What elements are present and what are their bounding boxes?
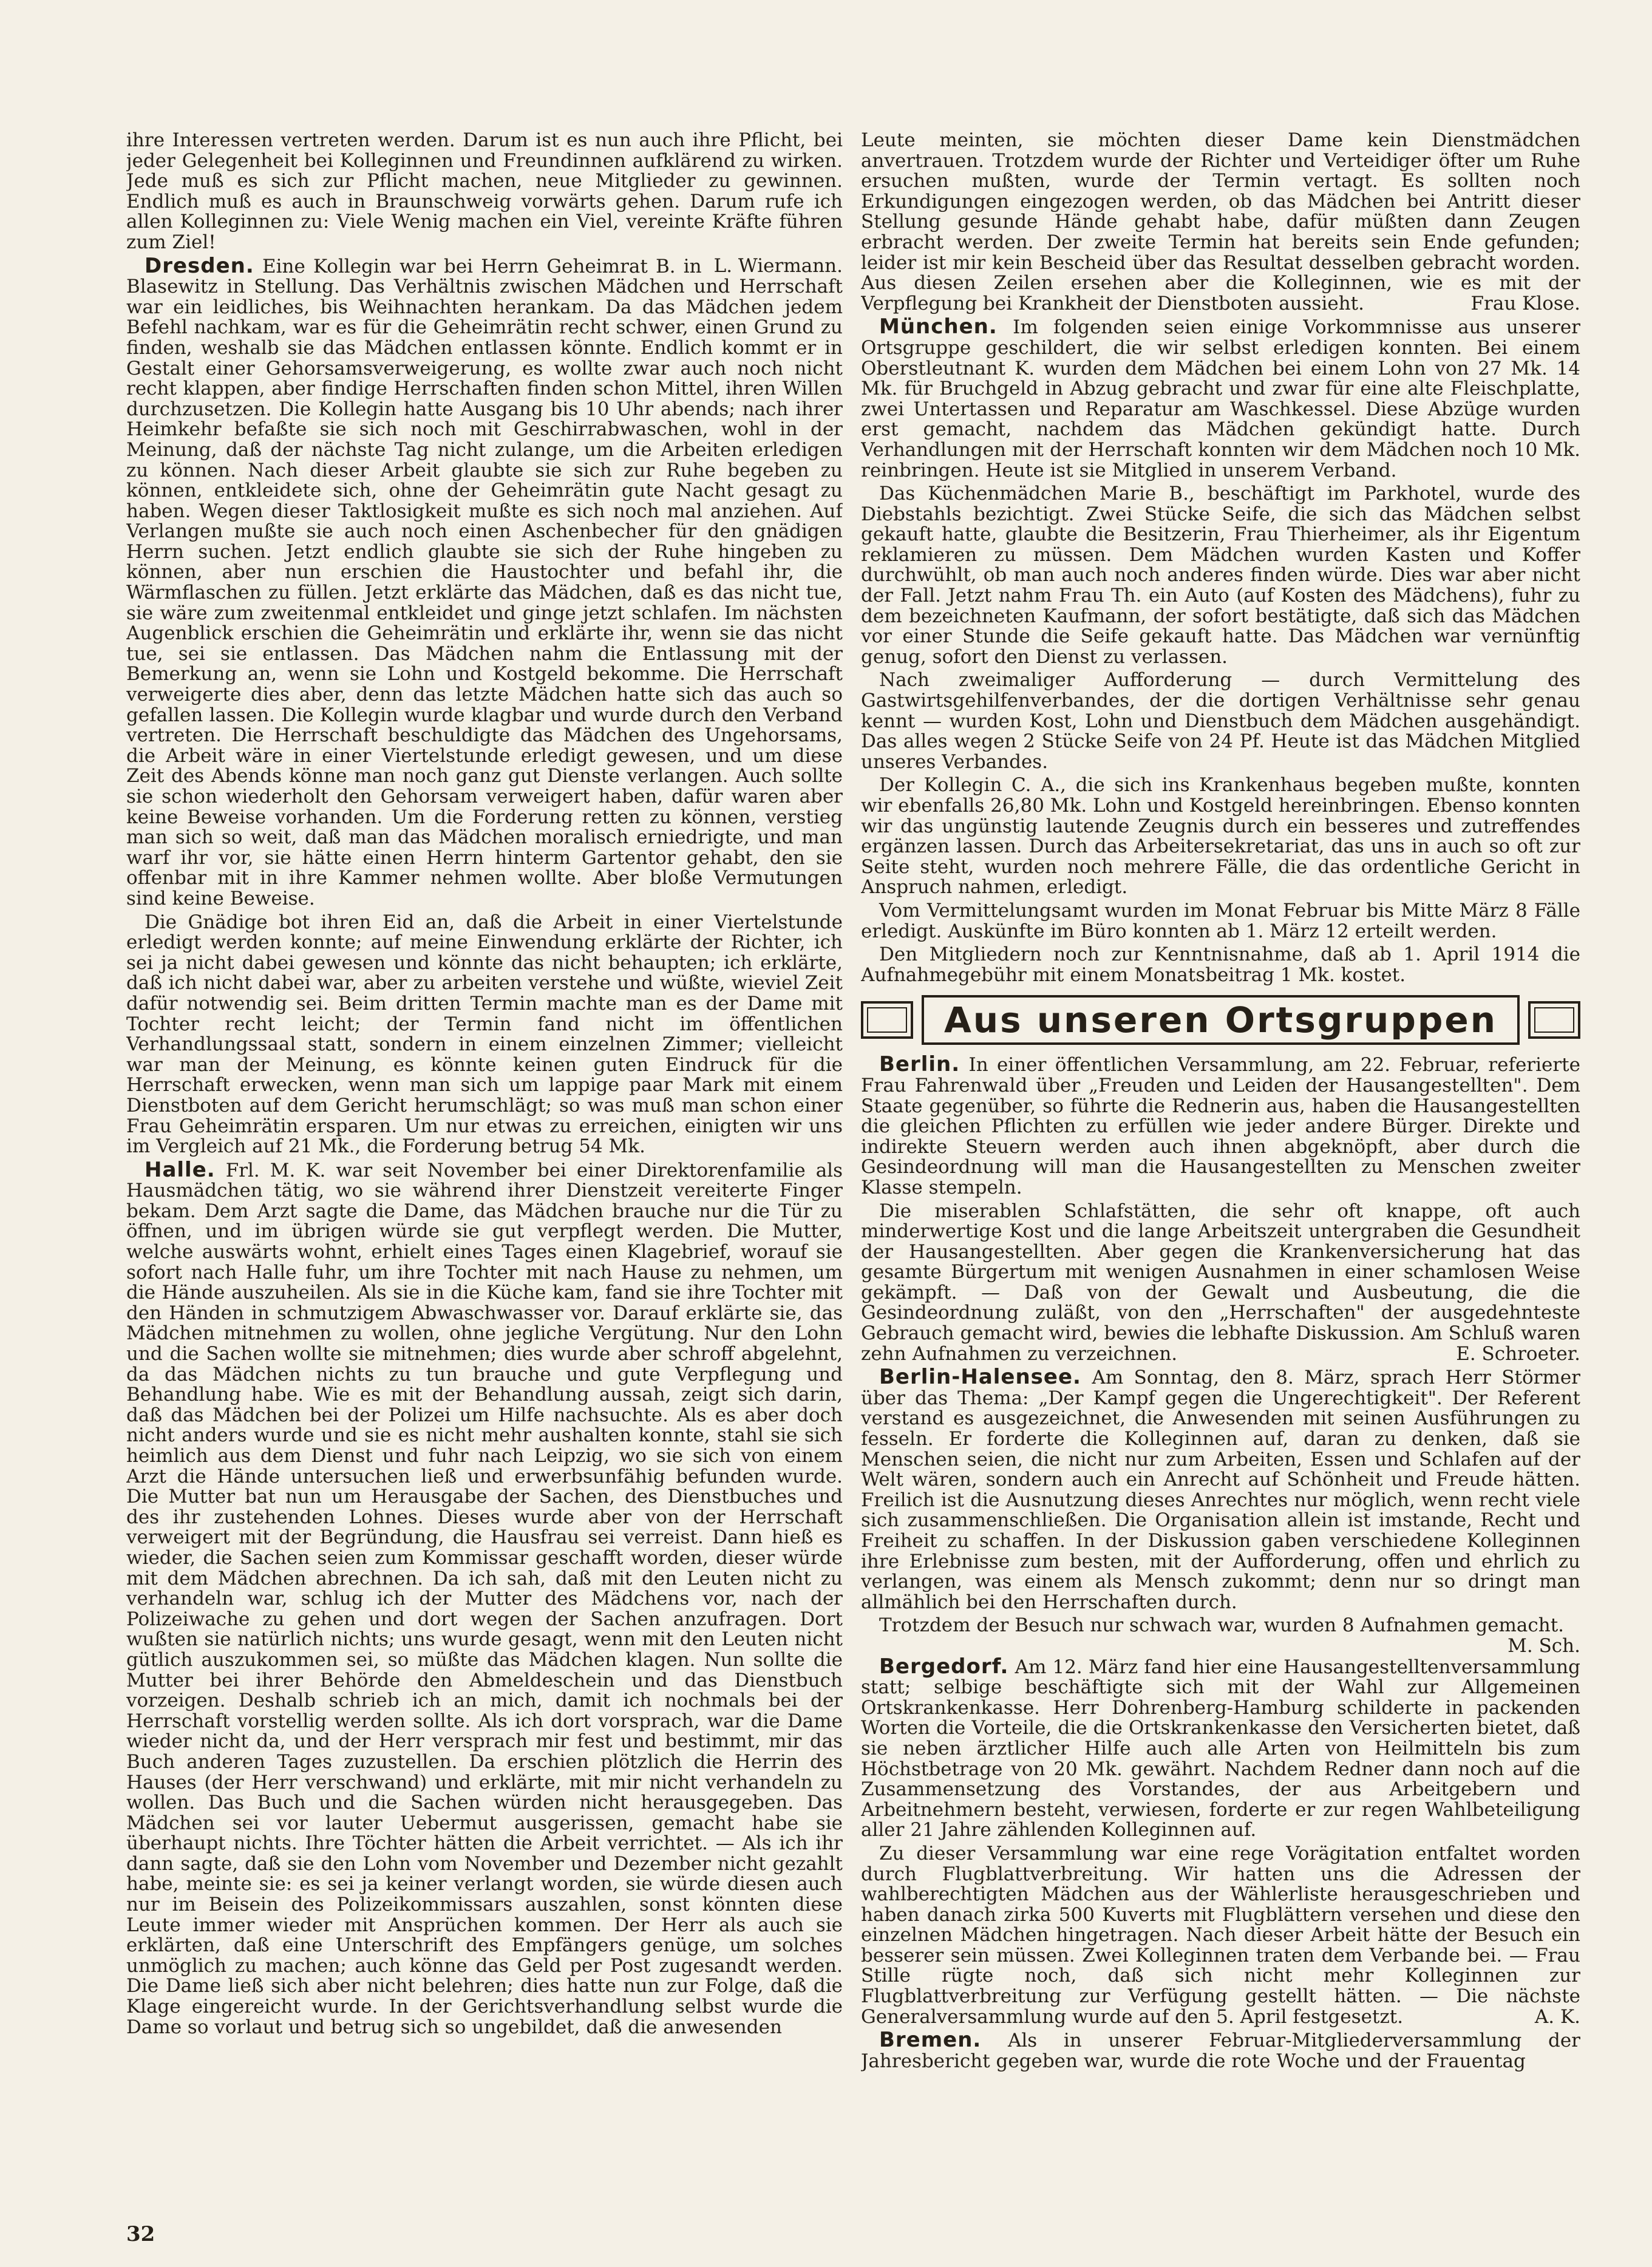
- berlin-signature: E. Schroeter.: [1456, 1342, 1580, 1365]
- bergedorf-text-2: Zu dieser Versammlung war eine rege Vorägitation entfaltet worden durch Flugblattverbreitung. Wir hatten uns die Adressen der wahlberechtigten Mädchen aus der Wählerliste herausgeschrieben und haben danach zirka 500 Kuverts mit Flugblättern versehen und diese den einzelnen Mädchen hingetragen. Nach dieser Arbeit hätte der Besuch ein besserer sein müssen. Zwei Kolleginnen traten dem Verbande bei. — Frau Stille rügte noch, daß sich nicht mehr Kolleginnen zur Flugblattverbreitung zur Verfügung gestellt hätten. — Die nächste Generalversammlung wurde auf den 5. April festgesetzt.: [861, 1842, 1580, 2028]
- bergedorf-signature: A. K.: [1534, 2005, 1580, 2028]
- halle-text-1: Frl. M. K. war seit November bei einer Direktorenfamilie als Hausmädchen tätig, wo sie während ihrer Dienstzeit vereiterte Finger bekam. Dem Arzt sagte die Dame, das Mädchen brauche nur die Tür zu öffnen, und im übrigen würde sie gut verpflegt werden. Die Mutter, welche auswärts wohnt, erhielt eines Tages einen Klagebrief, worauf sie sofort nach Halle fuhr, um ihre Tochter mit nach Hause zu nehmen, um die Hände auszuheilen. Als sie in die Küche kam, fand sie ihre Tochter mit den Händen in schmutzigem Abwaschwasser vor. Darauf erklärte sie, das Mädchen mitnehmen zu wollen, ohne jegliche Vergütung. Nur den Lohn und die Sachen wollte sie mitnehmen; dies wurde aber schroff abgelehnt, da das Mädchen nichts zu tun brauche und gute Verpflegung und Behandlung habe. Wie es mit der Behandlung aussah, zeigt sich darin, daß das Mädchen bei der Polizei um Hilfe nachsuchte. Als es aber doch nicht anders wurde und sie es nicht mehr aushalten konnte, stahl sie sich heimlich aus dem Dienst und fuhr nach Leipzig, wo sie sich von einem Arzt die Hände untersuchen ließ und erwerbsunfähig befunden wurde. Die Mutter bat nun um Herausgabe der Sachen, des Dienstbuches und des ihr zustehenden Lohnes. Dieses wurde aber von der Herrschaft verweigert mit der Begründung, die Hausfrau sei verreist. Dann hieß es wieder, die Sachen seien zum Kommissar geschafft worden, dieser würde mit dem Mädchen abrechnen. Da ich sah, daß mit den Leuten nicht zu verhandeln war, schlug ich der Mutter des Mädchens vor, nach der Polizeiwache zu gehen und dort wegen der Sachen anzufragen. Dort wußten sie natürlich nichts; uns wurde gesagt, wenn mit den Leuten nicht gütlich auszukommen sei, so müßte das Mädchen klagen. Nun sollte die Mutter bei ihrer Behörde den Abmeldeschein und das Dienstbuch vorzeigen. Deshalb schrieb ich an mich, damit ich nochmals bei der Herrschaft vorstellig werden sollte. Als ich dort vorsprach, war die Dame wieder nicht da, und der Herr versprach mir fest und bestimmt, mir das Buch anderen Tages zuzustellen. Da erschien plötzlich die Herrin des Hauses (der Herr verschwand) und erklärte, mit mir nicht verhandeln zu wollen. Das Buch und die Sachen würden nicht herausgegeben. Das Mädchen sei vor lauter Uebermut ausgerissen, gemacht habe sie überhaupt nichts. Ihre Töchter hätten die Arbeit verrichtet. — Als ich ihr dann sagte, daß sie den Lohn vom November und Dezember nicht gezahlt habe, meinte sie: es sei ja keiner verlangt worden, sie würde diesen auch nur im Beisein des Polizeikommissars auszahlen, sonst könnten diese Leute immer wieder mit Ansprüchen kommen. Der Herr als auch sie erklärten, daß eine Unterschrift des Empfängers genüge, um solches unmöglich zu machen; auch könne das Geld per Post zugesandt werden. Die Dame ließ sich aber nicht belehren; dies hatte nun zur Folge, daß die Klage eingereicht wurde. In der Gerichtsverhandlung selbst wurde die Dame so vorlaut und betrug sich so ungebildet, daß die anwesenden: [126, 1159, 843, 2038]
- halensee-signature: M. Sch.: [1508, 1634, 1580, 1657]
- muenchen-text-1: Im folgenden seien einige Vorkommnisse aus unserer Ortsgruppe geschildert, die wir selbst erledigen konnten. Bei einem Oberstleutnant K. wurden dem Mädchen bei einem Lohn von 27 Mk. 14 Mk. für Bruchgeld in Abzug gebracht und zwar für eine alte Fleischplatte, zwei Untertassen und Reparatur am Waschkessel. Diese Abzüge wurden erst gemacht, nachdem das Mädchen gekündigt hatte. Durch Verhandlungen mit der Herrschaft konnten wir dem Mädchen noch 10 Mk. reinbringen. Heute ist sie Mitglied in unserem Verband.: [861, 316, 1580, 481]
- halle-cont-text: Leute meinten, sie möchten dieser Dame kein Dienstmädchen anvertrauen. Trotzdem wurde der Richter und Verteidiger öfter um Ruhe ersuchen mußten, wurde der Termin vertagt. Es sollten noch Erkundigungen eingezogen werden, ob das Mädchen bei Antritt dieser Stellung gesunde Hände gehabt habe, dafür müßten dann Zeugen erbracht werden. Der zweite Termin hat bereits sein Ende gefunden; leider ist mir kein Bescheid über das Resultat desselben gebracht worden. Aus diesen Zeilen ersehen aber die Kolleginnen, wie es mit der Verpflegung bei Krankheit der Dienstboten aussieht.: [861, 131, 1580, 314]
- muenchen-paragraph-6: Den Mitgliedern noch zur Kenntnisnahme, daß ab 1. April 1914 die Aufnahmegebühr mit einem Monatsbeitrag 1 Mk. kostet.: [861, 943, 1580, 986]
- muenchen-paragraph-2: Das Küchenmädchen Marie B., beschäftigt im Parkhotel, wurde des Diebstahls bezichtigt. Zwei Stücke Seife, die sich das Mädchen selbst gekauft hatte, glaubte die Besitzerin, Frau Thierheimer, als ihr Eigentum reklamieren zu müssen. Dem Mädchen wurden Kasten und Koffer durchwühlt, ob man auch noch anderes finden würde. Dies war aber nicht der Fall. Jetzt nahm Frau Th. ein Auto (auf Kosten des Mädchens), fuhr zu dem bezeichneten Kaufmann, der sofort bestätigte, daß sich das Mädchen vor einer Stunde die Seife gekauft hatte. Das Mädchen war vernünftig genug, sofort den Dienst zu verlassen.: [861, 483, 1580, 668]
- dresden-heading: Dresden.: [144, 253, 254, 278]
- berlin-heading: Berlin.: [879, 1052, 960, 1077]
- banner-ornament-left: [861, 1001, 913, 1039]
- halensee-paragraph-2: [861, 1614, 1580, 1657]
- bergedorf-heading: Bergedorf.: [879, 1654, 1009, 1679]
- bergedorf-paragraph-2: [861, 1844, 1580, 2027]
- muenchen-paragraph-4: Der Kollegin C. A., die sich ins Krankenhaus begeben mußte, konnten wir ebenfalls 26,80 Mk. Lohn und Kostgeld hereinbringen. Ebenso konnten wir das ungünstig lautende Zeugnis durch ein besseres und zutreffendes ergänzen lassen. Durch das Arbeitersekretariat, das uns in auch so oft zur Seite steht, wurden noch mehrere Fälle, die das ordentliche Gericht in Anspruch nahmen, erledigt.: [861, 774, 1580, 899]
- berlin-text-2: Die miserablen Schlafstätten, die sehr oft knappe, oft auch minderwertige Kost und die lange Arbeitszeit untergraben die Gesundheit der Hausangestellten. Aber gegen die Krankenversicherung hat das gesamte Bürgertum mit wenigen Ausnahmen in einer schamlosen Weise gekämpft. — Daß von der Gewalt und Ausbeutung, die die Gesindeordnung zuläßt, von den „Herrschaften" der ausgedehnteste Gebrauch gemacht wird, bewies die lebhafte Diskussion. Am Schluß waren zehn Aufnahmen zu verzeichnen.: [861, 1200, 1580, 1365]
- halle-paragraph-1: [126, 1157, 843, 2038]
- halle-heading: Halle.: [144, 1157, 216, 1182]
- bremen-paragraph-1: [861, 2030, 1580, 2072]
- intro-paragraph: ihre Interessen vertreten werden. Darum ist es nun auch ihre Pflicht, bei jeder Gelegenheit bei Kolleginnen und Freundinnen aufklärend zu wirken. Jede muß es sich zur Pflicht machen, neue Mitglieder zu gewinnen. Endlich muß es auch in Braunschweig vorwärts gehen. Darum rufe ich allen Kolleginnen zu: Viele Wenig machen ein Viel, vereinte Kräfte führen zum Ziel!: [126, 131, 843, 253]
- bremen-heading: Bremen.: [879, 2028, 982, 2053]
- bremen-text-1: Als in unserer Februar-Mitgliederversammlung der Jahresbericht gegeben war, wurde die rote Woche und der Frauentag: [861, 2030, 1580, 2072]
- berlin-paragraph-2: [861, 1201, 1580, 1365]
- left-column: [126, 131, 843, 2222]
- intro-signature: L. Wiermann.: [713, 254, 843, 277]
- right-column: [861, 131, 1580, 2237]
- halensee-text-2: Trotzdem der Besuch nur schwach war, wurden 8 Aufnahmen gemacht.: [879, 1614, 1565, 1637]
- muenchen-paragraph-5: Vom Vermittelungsamt wurden im Monat Februar bis Mitte März 8 Fälle erledigt. Auskünfte im Büro konnten ab 1. März 12 erteilt werden.: [861, 899, 1580, 942]
- dresden-paragraph-1: [126, 253, 843, 909]
- halensee-paragraph-1: [861, 1367, 1580, 1613]
- bergedorf-paragraph-1: [861, 1654, 1580, 1841]
- berlin-paragraph-1: [861, 1052, 1580, 1198]
- bergedorf-text-1: Am 12. März fand hier eine Hausangestelltenversammlung statt; selbige beschäftigte sich mit der Wahl zur Allgemeinen Ortskrankenkasse. Herr Dohrenberg-Hamburg schilderte in packenden Worten die Vorteile, die die Ortskrankenkasse den Versicherten bietet, daß sie neben ärztlicher Hilfe auch alle Arten von Heilmitteln bis zum Höchstbetrage von 20 Mk. gewährt. Nachdem Redner dann noch auf die Zusammensetzung des Vorstandes, der aus Arbeitgebern und Arbeitnehmern besteht, verwiesen, forderte er zur regen Wahlbeteiligung aller 21 Jahre zählenden Kolleginnen auf.: [861, 1656, 1580, 1841]
- dresden-text-1: Eine Kollegin war bei Herrn Geheimrat B. in Blasewitz in Stellung. Das Verhältnis zwischen Mädchen und Herrschaft war ein leidliches, bis Weihnachten herankam. Da das Mädchen jedem Befehl nachkam, war es für die Geheimrätin recht schwer, einen Grund zu finden, weshalb sie das Mädchen entlassen könnte. Endlich kommt er in Gestalt einer Gehorsamsverweigerung, es wollte zwar auch noch nicht recht klappen, aber findige Herrschaften finden schon Mittel, ihren Willen durchzusetzen. Die Kollegin hatte Ausgang bis 10 Uhr abends; nach ihrer Heimkehr befaßte sie sich noch mit Geschirrabwaschen, wohl in der Meinung, daß der nächste Tag nicht zulange, um die Arbeiten erledigen zu können. Nach dieser Arbeit glaubte sie sich zur Ruhe begeben zu können, entkleidete sich, ohne der Geheimrätin gute Nacht gesagt zu haben. Wegen dieser Taktlosigkeit mußte es sich noch mal anziehen. Auf Verlangen mußte sie auch noch einen Aschenbecher für den gnädigen Herrn suchen. Jetzt endlich glaubte sie sich der Ruhe hingeben zu können, aber nun erschien die Haustochter und befahl ihr, die Wärmflaschen zu füllen. Jetzt erklärte das Mädchen, daß es das nicht tue, sie wäre zum zweitenmal entkleidet und ginge jetzt schlafen. Im nächsten Augenblick erschien die Geheimrätin und erklärte ihr, wenn sie das nicht tue, sei sie entlassen. Das Mädchen nahm die Entlassung mit der Bemerkung an, wenn sie Lohn und Kostgeld bekomme. Die Herrschaft verweigerte dies aber, denn das letzte Mädchen hatte sich das auch so gefallen lassen. Die Kollegin wurde klagbar und wurde durch den Verband vertreten. Die Herrschaft beschuldigte das Mädchen des Ungehorsams, die Arbeit wäre in einer Viertelstunde erledigt gewesen, und um diese Zeit des Abends könne man noch ganz gut Dienste verlangen. Auch sollte sie schon wiederholt den Gehorsam verweigert haben, dafür waren aber keine Beweise vorhanden. Um die Forderung retten zu können, verstieg man sich so weit, daß man das Mädchen moralisch erniedrigte, und man warf ihr vor, sie hätte einen Herrn hinterm Gartentor gehabt, den sie offenbar mit in ihre Kammer nehmen wollte. Aber bloße Vermutungen sind keine Beweise.: [126, 255, 843, 909]
- dresden-paragraph-2: Die Gnädige bot ihren Eid an, daß die Arbeit in einer Viertelstunde erledigt werden konnte; auf meine Einwendung erklärte der Richter, ich sei ja nicht dabei gewesen und könnte das nicht behaupten; ich erklärte, daß ich nicht dabei war, aber zu arbeiten verstehe und wüßte, wieviel Zeit dafür notwendig sei. Beim dritten Termin machte man es der Dame mit Tochter recht leicht; der Termin fand nicht im öffentlichen Verhandlungssaal statt, sondern in einem einzelnen Zimmer; vielleicht war man der Meinung, es könnte keinen guten Eindruck für die Herrschaft erwecken, wenn man sich um lappige paar Mark mit einem Dienstboten auf dem Gericht herumschlägt; so was muß man schon einer Frau Geheimrätin ersparen. Um nur etwas zu erreichen, einigten wir uns im Vergleich auf 21 Mk., die Forderung betrug 54 Mk.: [126, 911, 843, 1158]
- muenchen-paragraph-1: [861, 314, 1580, 481]
- muenchen-paragraph-3: Nach zweimaliger Aufforderung — durch Vermittelung des Gastwirtsgehilfenverbandes, der die dortigen Verhältnisse sehr genau kennt — wurden Kost, Lohn und Dienstbuch dem Mädchen ausgehändigt. Das alles wegen 2 Stücke Seife von 24 Pf. Heute ist das Mädchen Mitglied unseres Verbandes.: [861, 669, 1580, 773]
- banner-title: Aus unseren Ortsgruppen: [922, 995, 1520, 1045]
- halensee-heading: Berlin-Halensee.: [879, 1365, 1081, 1390]
- page-number: 32: [126, 2222, 155, 2246]
- muenchen-heading: München.: [879, 314, 998, 339]
- banner-ornament-right: [1528, 1001, 1580, 1039]
- halle-continuation: [861, 131, 1580, 314]
- halle-signature: Frau Klose.: [1470, 292, 1580, 314]
- halensee-text-1: Am Sonntag, den 8. März, sprach Herr Störmer über das Thema: „Der Kampf gegen die Ungerechtigkeit". Der Referent verstand es ausgezeichnet, die Anwesenden mit seinen Ausführungen zu fesseln. Er forderte die Kolleginnen auf, daran zu denken, daß sie Menschen seien, die nicht nur zum Arbeiten, Essen und Schlafen auf der Welt wären, sondern auch ein Anrecht auf Schönheit und Freude hätten. Freilich ist die Ausnutzung dieses Anrechtes nur möglich, wenn recht viele sich zusammenschließen. Die Organisation allein ist imstande, Recht und Freiheit zu schaffen. In der Diskussion gaben verschiedene Kolleginnen ihre Erlebnisse zum besten, mit der Aufforderung, offen und ehrlich zu verlangen, was einem als Mensch zukommt; denn nur so dringt man allmählich bei den Herrschaften durch.: [861, 1367, 1580, 1613]
- berlin-text-1: In einer öffentlichen Versammlung, am 22. Februar, referierte Frau Fahrenwald über „Freuden und Leiden der Hausangestellten". Dem Staate gegenüber, so führte die Rednerin aus, haben die Hausangestellten die gleichen Pflichten zu erfüllen wie jeder andere Bürger. Direkte und indirekte Steuern werden auch ihnen abgeknöpft, aber durch die Gesindeordnung will man die Hausangestellten zu Menschen zweiter Klasse stempeln.: [861, 1054, 1580, 1198]
- section-banner: [861, 994, 1580, 1046]
